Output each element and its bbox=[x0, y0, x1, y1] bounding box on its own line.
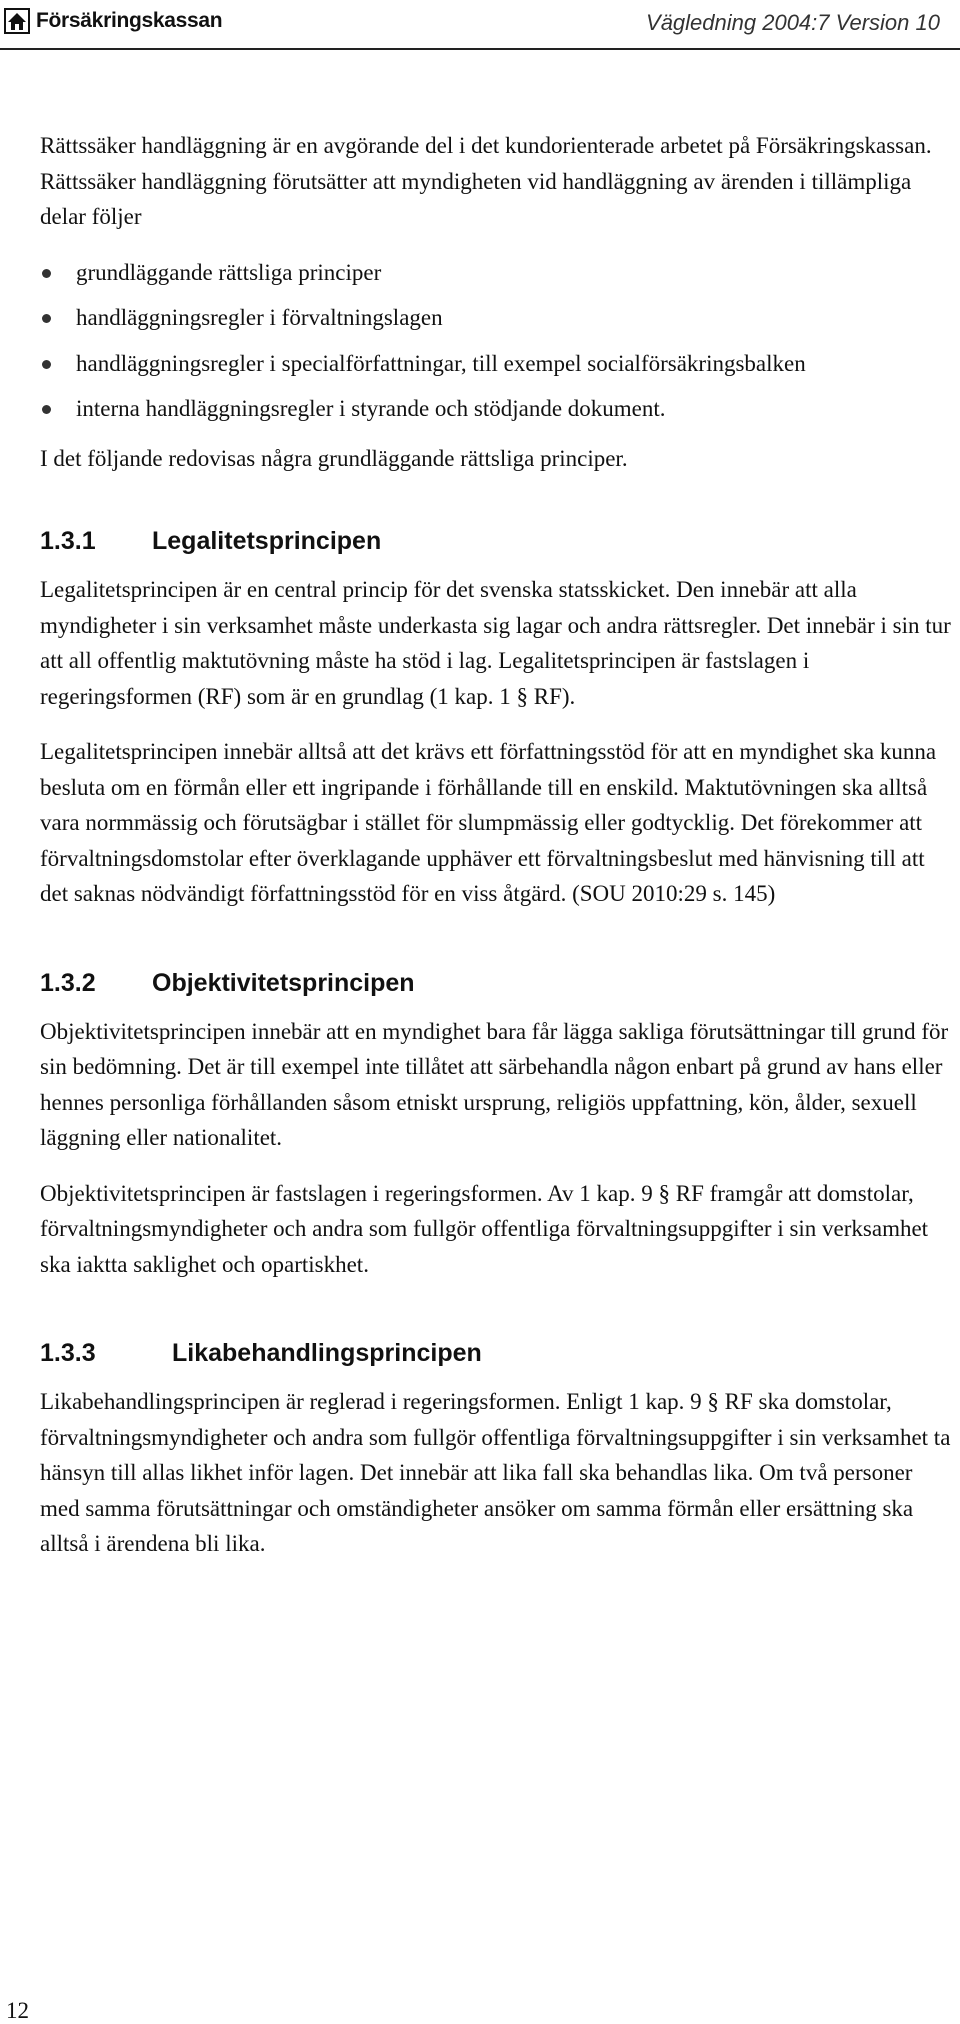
bullet-icon bbox=[42, 360, 51, 369]
list-item-text: interna handläggningsregler i styrande och stödjande dokument. bbox=[76, 396, 666, 421]
house-logo-icon bbox=[4, 8, 30, 34]
list-item-text: handläggningsregler i specialförfattningar, till exempel socialförsäkringsbalken bbox=[76, 350, 806, 376]
list-item bbox=[40, 300, 956, 336]
section-title: Likabehandlingsprincipen bbox=[172, 1339, 482, 1367]
section-paragraph: Legalitetsprincipen är en central princip för det svenska statsskicket. Den innebär att alla myndigheter i sin verksamhet måste underkasta sig lagar och andra rättsregler. Det innebär i sin tur att all offentlig maktutövning måste ha stöd i lag. Legalitetsprincipen är fastslagen i regeringsformen (RF) som är en grundlag (1 kap. 1 § RF). bbox=[40, 577, 951, 709]
list-item-text: grundläggande rättsliga principer bbox=[76, 259, 382, 285]
intro-paragraph: Rättssäker handläggning är en avgörande del i det kundorienterade arbetet på Försäkringskassan. Rättssäker handläggning förutsätter att myndigheten vid handläggning av ärenden i tillämpliga delar följer bbox=[40, 133, 932, 229]
section-heading-likabehandling bbox=[40, 1336, 956, 1370]
document-body bbox=[40, 128, 956, 1582]
section-number: 1.3.2 bbox=[40, 968, 96, 997]
section-number: 1.3.3 bbox=[40, 1339, 96, 1367]
section-number: 1.3.1 bbox=[40, 527, 96, 555]
header-divider bbox=[0, 48, 960, 50]
document-reference: Vägledning 2004:7 Version 10 bbox=[646, 10, 940, 35]
section-paragraph: Legalitetsprincipen innebär alltså att det krävs ett författningsstöd för att en myndighet ska kunna besluta om en förmån eller ett ingripande i förhållande till en enskild. Maktutövningen ska alltså vara normmässig och förutsägbar i stället för slumpmässig eller godtycklig. Det förekommer att förvaltningsdomstolar efter överklagande upphäver ett förvaltningsbeslut med hänvisning till att det saknas nödvändigt författningsstöd för en viss åtgärd. (SOU 2010:29 s. 145) bbox=[40, 739, 937, 906]
page-number: 12 bbox=[6, 1998, 29, 2023]
page-header bbox=[0, 0, 960, 50]
logo bbox=[4, 8, 222, 34]
section-heading-legalitet bbox=[40, 524, 956, 558]
section-paragraph: Likabehandlingsprincipen är reglerad i regeringsformen. Enligt 1 kap. 9 § RF ska domstolar, förvaltningsmyndigheter och andra som fullgör offentliga förvaltningsuppgifter i sin verksamhet ta hänsyn till allas likhet inför lagen. Det innebär att lika fall ska behandlas lika. Om två personer med samma förutsättningar och omständigheter ansöker om samma förmån eller ersättning ska alltså i ärendena bli lika. bbox=[40, 1389, 951, 1556]
bullet-icon bbox=[42, 314, 51, 323]
section-paragraph: Objektivitetsprincipen är fastslagen i regeringsformen. Av 1 kap. 9 § RF framgår att domstolar, förvaltningsmyndigheter och andra som fullgör offentliga förvaltningsuppgifter i sin verksamhet ska iaktta saklighet och opartiskhet. bbox=[40, 1180, 929, 1277]
list-item bbox=[40, 255, 956, 291]
bullet-icon bbox=[42, 269, 51, 278]
bullet-list bbox=[40, 255, 956, 427]
logo-text: Försäkringskassan bbox=[36, 9, 223, 32]
section-title: Legalitetsprincipen bbox=[152, 527, 382, 555]
list-item bbox=[40, 346, 956, 382]
bullet-icon bbox=[42, 405, 51, 414]
list-item bbox=[40, 391, 956, 427]
section-heading-objektivitet bbox=[40, 966, 956, 1000]
section-title: Objektivitetsprincipen bbox=[152, 968, 415, 997]
list-item-text: handläggningsregler i förvaltningslagen bbox=[76, 305, 443, 330]
section-paragraph: Objektivitetsprincipen innebär att en myndighet bara får lägga sakliga förutsättningar till grund för sin bedömning. Det är till exempel inte tillåtet att särbehandla någon enbart på grund av hans eller hennes personliga förhållanden såsom etniskt ursprung, religiös uppfattning, kön, ålder, sexuell läggning eller nationalitet. bbox=[40, 1018, 949, 1150]
intro-closing: I det följande redovisas några grundläggande rättsliga principer. bbox=[40, 445, 628, 471]
